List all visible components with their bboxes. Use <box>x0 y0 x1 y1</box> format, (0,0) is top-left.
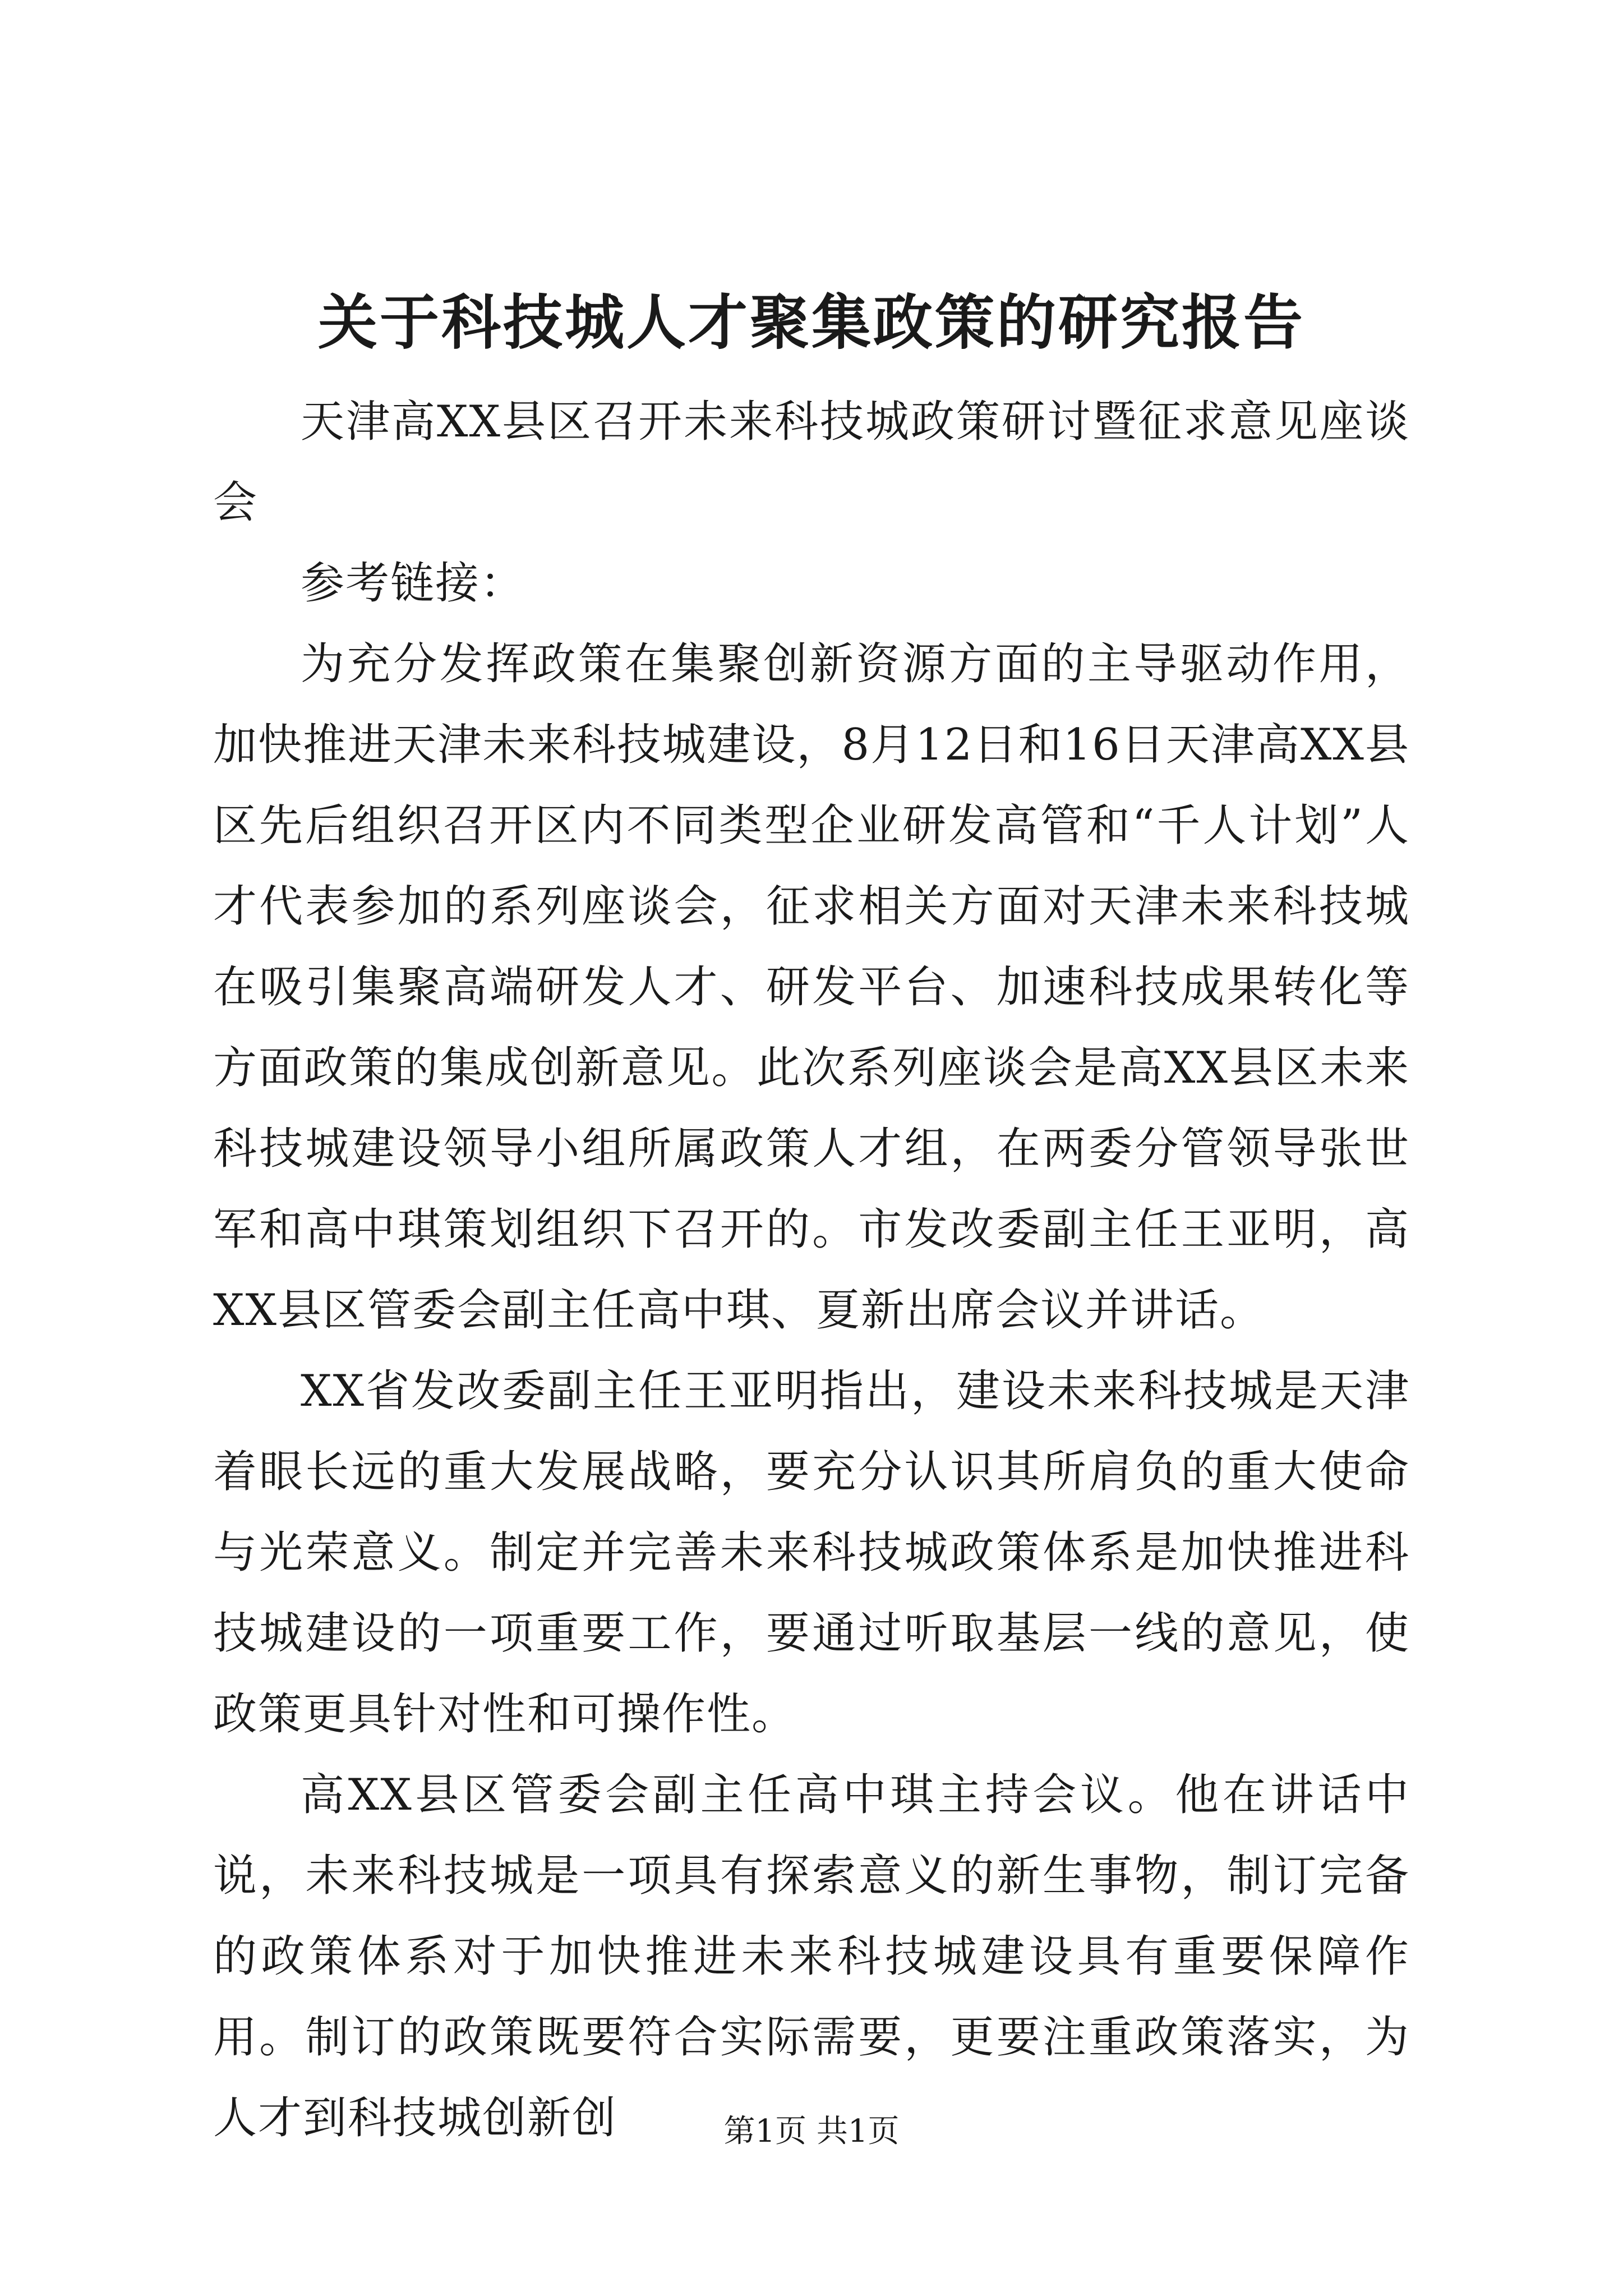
paragraph-background: 为充分发挥政策在集聚创新资源方面的主导驱动作用，加快推进天津未来科技城建设，8月12日和16日天津高XX县区先后组织召开区内不同类型企业研发高管和“千人计划”人才代表参加的系列座谈会，征求相关方面对天津未来科技城在吸引集聚高端研发人才、研发平台、加速科技成果转化等方面政策的集成创新意见。此次系列座谈会是高XX县区未来科技城建设领导小组所属政策人才组，在两委分管领导张世军和高中琪策划组织下召开的。市发改委副主任王亚明，高XX县区管委会副主任高中琪、夏新出席会议并讲话。 <box>213 639 1410 1336</box>
page-footer: 第1页 共1页 <box>723 2113 900 2150</box>
paragraph-meeting-heading: 天津高XX县区召开未来科技城政策研讨暨征求意见座谈会 <box>213 397 1410 528</box>
paragraph-wang-remarks: XX省发改委副主任王亚明指出，建设未来科技城是天津着眼长远的重大发展战略，要充分认识其所肩负的重大使命与光荣意义。制定并完善未来科技城政策体系是加快推进科技城建设的一项重要工作，要通过听取基层一线的意见，使政策更具针对性和可操作性。 <box>213 1366 1410 1740</box>
document-title: 关于科技城人才聚集政策的研究报告 <box>318 287 1305 357</box>
document-body <box>213 381 1410 2159</box>
paragraph-gao-remarks: 高XX县区管委会副主任高中琪主持会议。他在讲话中说，未来科技城是一项具有探索意义的新生事物，制订完备的政策体系对于加快推进未来科技城建设具有重要保障作用。制订的政策既要符合实际需要，更要注重政策落实，为人才到科技城创新创 <box>213 1770 1410 2143</box>
paragraph-reference-link: 参考链接： <box>301 558 525 609</box>
